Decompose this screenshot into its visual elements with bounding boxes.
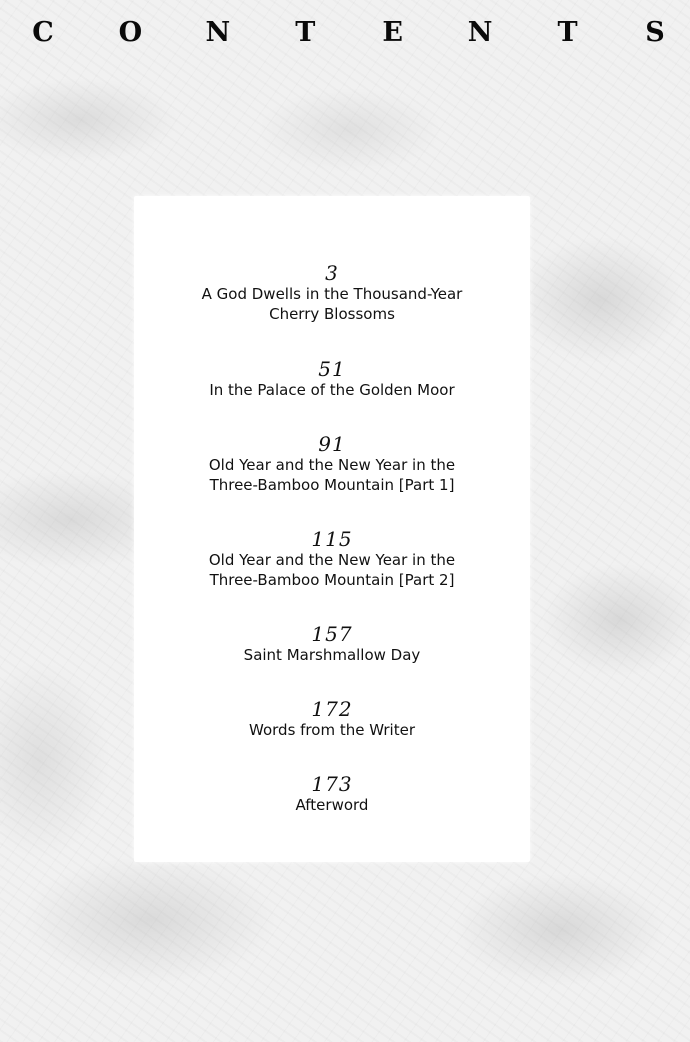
page-number: 157 — [311, 622, 353, 646]
heading-letter-n: N — [205, 16, 231, 48]
heading-letter-o: O — [118, 16, 143, 48]
page-number: 115 — [311, 527, 353, 551]
heading-letter-n-2: N — [467, 16, 493, 48]
toc-entry[interactable] — [134, 262, 530, 324]
chapter-title: In the Palace of the Golden Moor — [209, 381, 455, 399]
toc-entry[interactable] — [134, 623, 530, 665]
toc-entry[interactable] — [134, 698, 530, 740]
chapter-title: Words from the Writer — [249, 721, 415, 739]
page-number: 173 — [311, 772, 353, 796]
toc-entry[interactable] — [134, 528, 530, 590]
page-number: 91 — [318, 432, 346, 456]
page-number: 51 — [318, 357, 346, 381]
chapter-title: Afterword — [295, 796, 369, 814]
page-number: 3 — [325, 261, 339, 285]
toc-entry[interactable] — [134, 358, 530, 400]
toc-entry[interactable] — [134, 433, 530, 495]
chapter-title: Old Year and the New Year in the Three-Bamboo Mountain [Part 2] — [208, 551, 456, 589]
heading-letter-e: E — [382, 16, 403, 48]
heading-letter-s: S — [645, 16, 665, 48]
chapter-title: Old Year and the New Year in the Three-Bamboo Mountain [Part 1] — [208, 456, 456, 494]
heading-letter-t: T — [295, 16, 316, 48]
contents-heading — [28, 14, 670, 50]
chapter-title: A God Dwells in the Thousand-Year Cherry Blossoms — [201, 285, 463, 323]
heading-letter-c: C — [32, 16, 54, 48]
toc-entry[interactable] — [134, 773, 530, 815]
chapter-title: Saint Marshmallow Day — [243, 646, 421, 664]
heading-letter-t-2: T — [557, 16, 578, 48]
page-number: 172 — [311, 697, 353, 721]
contents-panel — [134, 196, 530, 862]
